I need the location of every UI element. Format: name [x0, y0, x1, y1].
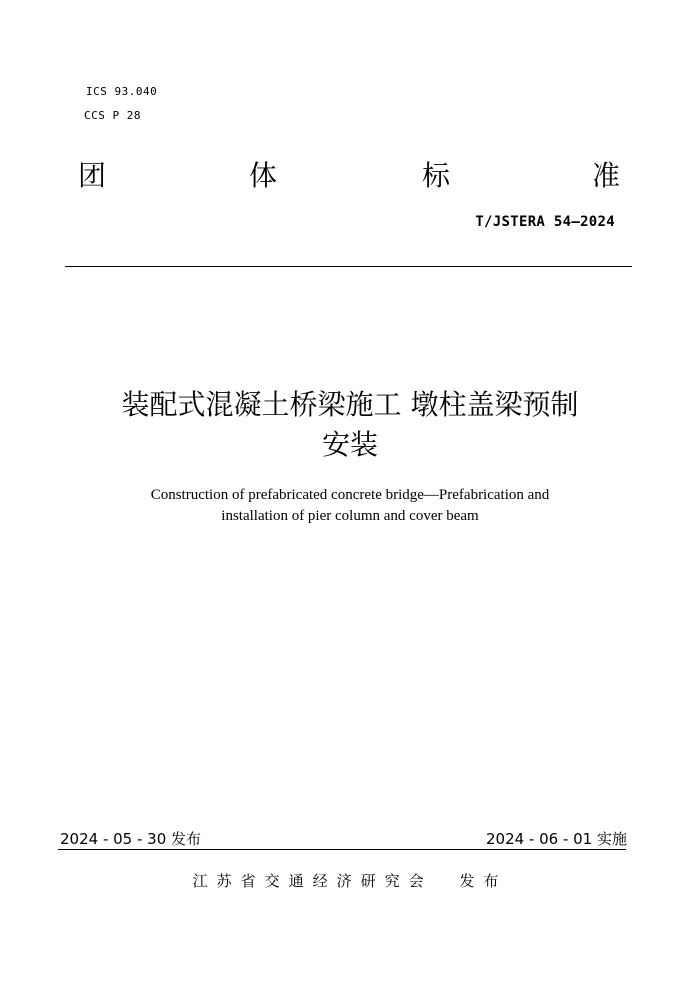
- chinese-title-line-2: 安装: [321, 428, 378, 461]
- standard-type-char-2: 体: [249, 159, 278, 192]
- standard-type-char-3: 标: [422, 159, 451, 192]
- chinese-title: [0, 385, 700, 465]
- english-title-line-2: installation of pier column and cover beam: [221, 508, 479, 524]
- ics-code: ICS 93.040: [86, 85, 158, 98]
- standard-type-char-4: 准: [592, 159, 621, 192]
- standard-type-char-1: 团: [78, 159, 107, 192]
- publish-date: 2024 - 05 - 30 发布: [60, 830, 202, 848]
- effective-date: 2024 - 06 - 01 实施: [485, 830, 627, 848]
- header-divider: [65, 266, 632, 267]
- issuer-organization: 江苏省交通经济研究会: [192, 872, 433, 890]
- english-title-line-1: Construction of prefabricated concrete bridge—Prefabrication and: [150, 487, 550, 503]
- english-title: [0, 485, 700, 527]
- ccs-code: CCS P 28: [84, 109, 141, 122]
- standard-number: T/JSTERA 54—2024: [475, 214, 615, 230]
- footer-divider: [58, 849, 626, 850]
- issuer-action: 发布: [459, 872, 508, 890]
- chinese-title-line-1: 装配式混凝土桥梁施工 墩柱盖梁预制: [121, 388, 579, 421]
- issuer: [0, 870, 700, 891]
